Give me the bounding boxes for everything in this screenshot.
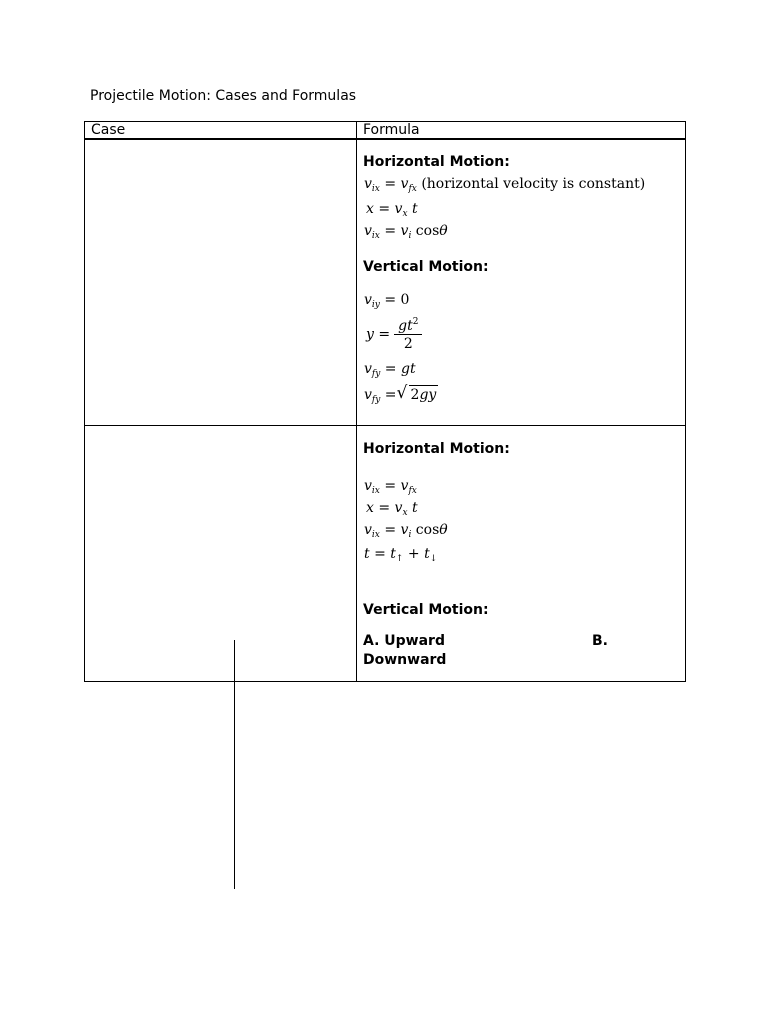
formula-table xyxy=(84,121,686,682)
row-divider xyxy=(85,425,685,426)
row2-vertical-label: Vertical Motion: xyxy=(363,602,489,618)
row2-formula-x-equals-vx-t: $x = v_x$ t xyxy=(366,500,418,518)
row2-formula-vix-equals-vfx: $v_{ix} = v_{fx}$ xyxy=(364,478,417,496)
row2-downward-letter: B. xyxy=(592,633,608,649)
row1-formula-y-equals-gt2-over-2: y = $\frac{gt^2}{2}$ xyxy=(366,318,422,351)
row1-formula-x-equals-vx-t: $x = v_x$ t xyxy=(366,201,418,219)
row1-vertical-label: Vertical Motion: xyxy=(363,259,489,275)
row2-downward-label: Downward xyxy=(363,652,447,668)
header-formula: Formula xyxy=(363,122,420,138)
column-divider xyxy=(356,122,357,681)
vertical-rule-line xyxy=(234,640,235,889)
row1-horizontal-note: (horizontal velocity is constant) xyxy=(421,176,646,192)
fraction-gt2-over-2: $\frac{gt^2}{2}$ xyxy=(394,318,422,351)
row2-upward-label: A. Upward xyxy=(363,633,445,649)
row2-formula-t-equals-tup-plus-tdown: $t = t_↑ + t_↓$ xyxy=(364,546,438,564)
square-root-2gy: √ 2gy xyxy=(396,383,437,403)
document-title: Projectile Motion: Cases and Formulas xyxy=(90,88,357,104)
row1-formula-vix-equals-vfx: $v_{ix} = v_{fx}$ (horizontal velocity is constant) xyxy=(364,176,646,194)
row1-formula-vfy-equals-gt: $v_{fy}$ = gt xyxy=(364,361,416,379)
row1-formula-vfy-equals-sqrt-2gy: $v_{fy}$ = √ 2gy xyxy=(364,383,437,405)
row1-horizontal-label: Horizontal Motion: xyxy=(363,154,510,170)
row1-formula-vix-equals-vi-cos: $v_{ix} = v_i$ cosθ xyxy=(364,223,448,241)
header-divider xyxy=(85,138,685,140)
row2-horizontal-label: Horizontal Motion: xyxy=(363,441,510,457)
header-case: Case xyxy=(91,122,126,138)
row1-formula-viy-equals-0: $v_{iy} = 0$ xyxy=(364,292,410,310)
row2-formula-vix-equals-vi-cos: $v_{ix} = v_i$ cosθ xyxy=(364,522,448,540)
